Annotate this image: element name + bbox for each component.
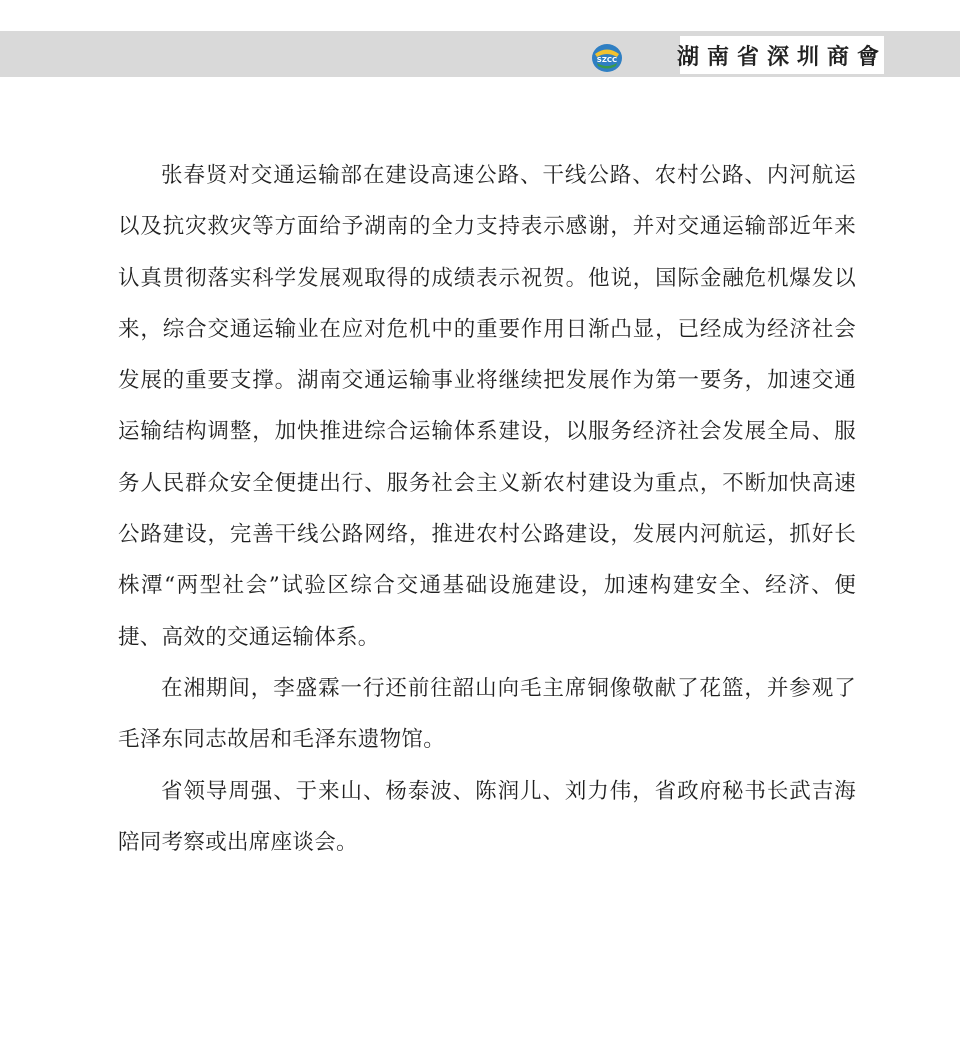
article-body <box>118 150 856 868</box>
paragraph-1: 张春贤对交通运输部在建设高速公路、干线公路、农村公路、内河航运以及抗灾救灾等方面给予湖南的全力支持表示感谢，并对交通运输部近年来认真贯彻落实科学发展观取得的成绩表示祝贺。他说，国际金融危机爆发以来，综合交通运输业在应对危机中的重要作用日渐凸显，已经成为经济社会发展的重要支撑。湖南交通运输事业将继续把发展作为第一要务，加速交通运输结构调整，加快推进综合运输体系建设，以服务经济社会发展全局、服务人民群众安全便捷出行、服务社会主义新农村建设为重点，不断加快高速公路建设，完善干线公路网络，推进农村公路建设，发展内河航运，抓好长株潭“两型社会”试验区综合交通基础设施建设，加速构建安全、经济、便捷、高效的交通运输体系。 <box>118 163 856 650</box>
szcc-logo-icon <box>591 43 623 73</box>
logo-text: SZCC <box>596 56 618 64</box>
paragraph-3: 省领导周强、于来山、杨泰波、陈润儿、刘力伟，省政府秘书长武吉海陪同考察或出席座谈会。 <box>118 778 856 855</box>
org-name-box <box>677 36 888 74</box>
paragraph-2: 在湘期间，李盛霖一行还前往韶山向毛主席铜像敬献了花篮，并参观了毛泽东同志故居和毛泽东遗物馆。 <box>118 675 856 753</box>
org-name: 湖南省深圳商會 <box>677 43 888 70</box>
